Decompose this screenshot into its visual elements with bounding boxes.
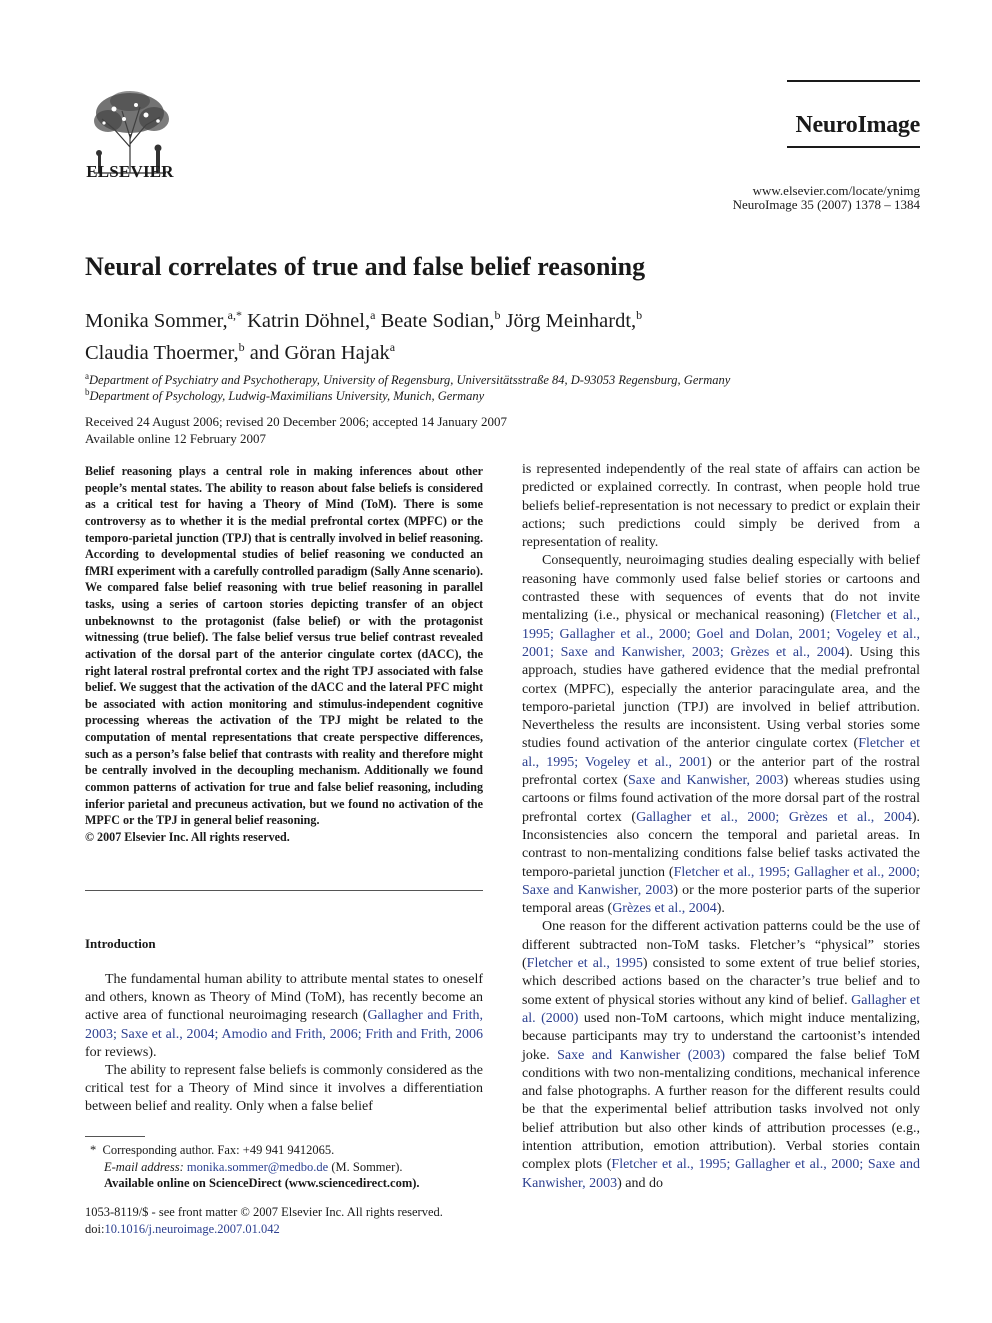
received-dates: Received 24 August 2006; revised 20 December 2006; accepted 14 January 2007 <box>85 414 508 429</box>
citation-link[interactable]: Fletcher et al., 1995; Gallagher et al., 2000; Goel and Dolan, 2001; Vogeley et al., 2001; Saxe and Kanwisher, 2003; Grèzes et al., 2004 <box>522 608 920 660</box>
affiliation-a: $^a$Department of Psychiatry and Psychotherapy, University of Regensburg, Universitätsstraße 84, D-93053 Regensburg, Germany <box>85 371 731 388</box>
body-text: ) consisted to some extent of true belief stories, which described actions based on the character’s true belief and to some extent of physical stories without any kind of belief. <box>522 956 921 1008</box>
footnote-rule <box>85 1136 145 1137</box>
citation-link[interactable]: Saxe and Kanwisher, 2003 <box>627 773 784 789</box>
front-matter: 1053-8119/$ - see front matter © 2007 Elsevier Inc. All rights reserved. <box>85 1205 443 1219</box>
footnote <box>90 1142 490 1192</box>
article-title: Neural correlates of true and false belief reasoning <box>85 252 646 281</box>
citation-link[interactable]: Gallagher et al. (2000) <box>522 992 920 1026</box>
publisher-name: ELSEVIER <box>86 162 174 181</box>
citation-link[interactable]: Grèzes et al., 2004 <box>612 901 717 917</box>
author: Katrin Döhnel,$^a$ <box>247 308 376 332</box>
author-list <box>85 302 925 366</box>
paragraph <box>85 1062 483 1117</box>
citation-link[interactable]: Fletcher et al., 1995 <box>526 956 643 972</box>
abstract <box>85 463 483 845</box>
abstract-divider <box>85 890 483 891</box>
email-link[interactable]: monika.sommer@medbo.de <box>186 1159 329 1174</box>
citation-link[interactable]: Saxe and Kanwisher (2003) <box>557 1047 726 1063</box>
paragraph <box>522 552 920 918</box>
sciencedirect-note: Available online on ScienceDirect (www.sciencedirect.com). <box>104 1176 420 1190</box>
citation-link[interactable]: Gallagher et al., 2000; Grèzes et al., 2004 <box>636 809 912 825</box>
author: Jörg Meinhardt,$^b$ <box>505 308 643 332</box>
left-column-body <box>85 971 483 1117</box>
body-text: The fundamental human ability to attribute mental states to oneself and others, known as Theory of Mind (ToM), has recently become an active area of functional neuroimaging research ( <box>85 972 483 1024</box>
citation-link[interactable]: Fletcher et al., 1995; Vogeley et al., 2001 <box>522 736 920 770</box>
journal-name: NeuroImage <box>795 112 920 138</box>
body-text: One reason for the different activation patterns could be the use of different subtracted non-ToM tasks. Fletcher’s “physical” stories ( <box>522 919 920 972</box>
header-rule-bottom <box>787 146 920 148</box>
affiliation-b: $^b$Department of Psychology, Ludwig-Maximilians University, Munich, Germany <box>85 387 485 404</box>
abstract-text: Belief reasoning plays a central role in making inferences about other people’s mental states. The ability to reason about false beliefs is considered as a critical test for having a Theory of Mind (ToM). There is some controversy as to whether it is the medial prefrontal cortex (MPFC) or the temporo-parietal junction (TPJ) that is centrally involved in belief reasoning. According to developmental studies of belief reasoning we conducted an fMRI experiment with a carefully controlled paradigm (Sally Anne scenario). We compared false belief reasoning with true belief reasoning in parallel tasks, using a series of cartoon stories depicting transfer of an object unbeknownst to the protagonist (false belief) or with the protagonist witnessing (true belief). The false belief versus true belief contrast revealed activation of the dorsal part of the anterior cingulate cortex (dACC), the right lateral rostral prefrontal cortex and the right TPJ associated with false belief. We suggest that the activation of the dACC and the lateral PFC might be associated with action monitoring and stimulus-independent cognitive processing whereas the activation of the TPJ might be related to the computation of mental representations that create perspective differences, such as a person’s false belief that contrasts with reality and therefore might be centrally involved in the decoupling mechanism. Additionally we found common patterns of activation for true and false belief reasoning, including inferior parietal and precuneus activation, but we found no activation of the MPFC or the TPJ in general belief reasoning. <box>85 464 483 828</box>
paragraph <box>522 461 920 552</box>
body-text: for reviews). <box>85 1044 157 1060</box>
body-text: ). <box>716 901 725 917</box>
paragraph <box>522 918 920 1192</box>
available-online: Available online 12 February 2007 <box>85 431 266 446</box>
body-text: Consequently, neuroimaging studies dealing especially with belief reasoning have commonly used false belief stories or cartoons and contrasted these with sequences of events that do not invite mentalizing (i.e., physical or mechanical reasoning) ( <box>522 553 920 624</box>
body-text: ) or the more posterior parts of the superior temporal areas ( <box>522 882 920 917</box>
body-text: compared the false belief ToM conditions with two non-mentalizing conditions, mechanical inference and false photographs. A further reason for the different results could be that the experimental belief attribution tasks involved not only belief attribution but also other kinds of attribution processes (e.g., intention attribution, emotion attribution). Verbal stories contain complex plots ( <box>522 1047 920 1173</box>
section-heading-introduction: Introduction <box>85 936 156 951</box>
right-column-body <box>522 461 920 1193</box>
abstract-copyright: © 2007 Elsevier Inc. All rights reserved. <box>85 829 290 844</box>
body-text: The ability to represent false beliefs is commonly considered as the critical test for a Theory of Mind since it involves a differentiation between belief and reality. Only when a false belief <box>85 1063 483 1115</box>
body-text: ) or the anterior part of the rostral prefrontal cortex ( <box>522 754 920 789</box>
journal-url[interactable]: www.elsevier.com/locate/ynimg <box>752 183 920 198</box>
body-text: used non-ToM cartoons, which might induce mentalizing, because participants may try to understand the cartoonist’s intended joke. <box>522 1010 920 1063</box>
body-text: ). Using this approach, studies have gathered evidence that the medial prefrontal cortex (MPFC), especially the anterior paracingulate area, and the temporo-parietal junction (TPJ) are involved in belief attribution. Nevertheless the results are inconsistent. Using verbal stories some studies found activation of the anterior cingulate cortex ( <box>522 644 920 752</box>
header-rule-top <box>787 80 920 82</box>
paragraph <box>85 971 483 1062</box>
body-text: ). Inconsistencies also concern the temporal and parietal areas. In contrast to non-mentalizing conditions false belief tasks activated the temporo-parietal junction ( <box>522 809 920 880</box>
author: Beate Sodian,$^b$ <box>380 308 501 332</box>
citation-link[interactable]: Fletcher et al., 1995; Gallagher et al., 2000; Saxe and Kanwisher, 2003 <box>522 864 920 898</box>
body-text: is represented independently of the real state of affairs can action be predicted or explained correctly. In contrast, when people hold true beliefs belief-representation is not necessary to predict or explain their actions; such predictions could simply be derived from a representation of reality. <box>522 462 920 551</box>
copyright-block <box>85 1204 485 1238</box>
body-text: ) whereas studies using cartoons or films found activation of the more dorsal part of the rostral prefrontal cortex ( <box>522 773 920 825</box>
citation-link[interactable]: Fletcher et al., 1995; Gallagher et al., 2000; Saxe and Kanwisher, 2003 <box>522 1157 920 1191</box>
email-line: E-mail address: monika.sommer@medbo.de (M. Sommer). <box>104 1159 403 1174</box>
body-text: ) and do <box>617 1175 663 1191</box>
corresponding-author: * Corresponding author. Fax: +49 941 9412065. <box>90 1143 335 1157</box>
journal-citation: NeuroImage 35 (2007) 1378 – 1384 <box>732 197 920 212</box>
doi-line: doi:10.1016/j.neuroimage.2007.01.042 <box>85 1222 280 1236</box>
author: and Göran Hajak$^a$ <box>249 339 396 364</box>
author: Claudia Thoermer,$^b$ <box>85 339 245 364</box>
citation-link[interactable]: Gallagher and Frith, 2003; Saxe et al., 2004; Amodio and Frith, 2006; Frith and Frith, 2006 <box>85 1008 483 1042</box>
author: Monika Sommer,$^{a,*}$ <box>85 308 242 332</box>
doi-link[interactable]: 10.1016/j.neuroimage.2007.01.042 <box>104 1222 280 1236</box>
